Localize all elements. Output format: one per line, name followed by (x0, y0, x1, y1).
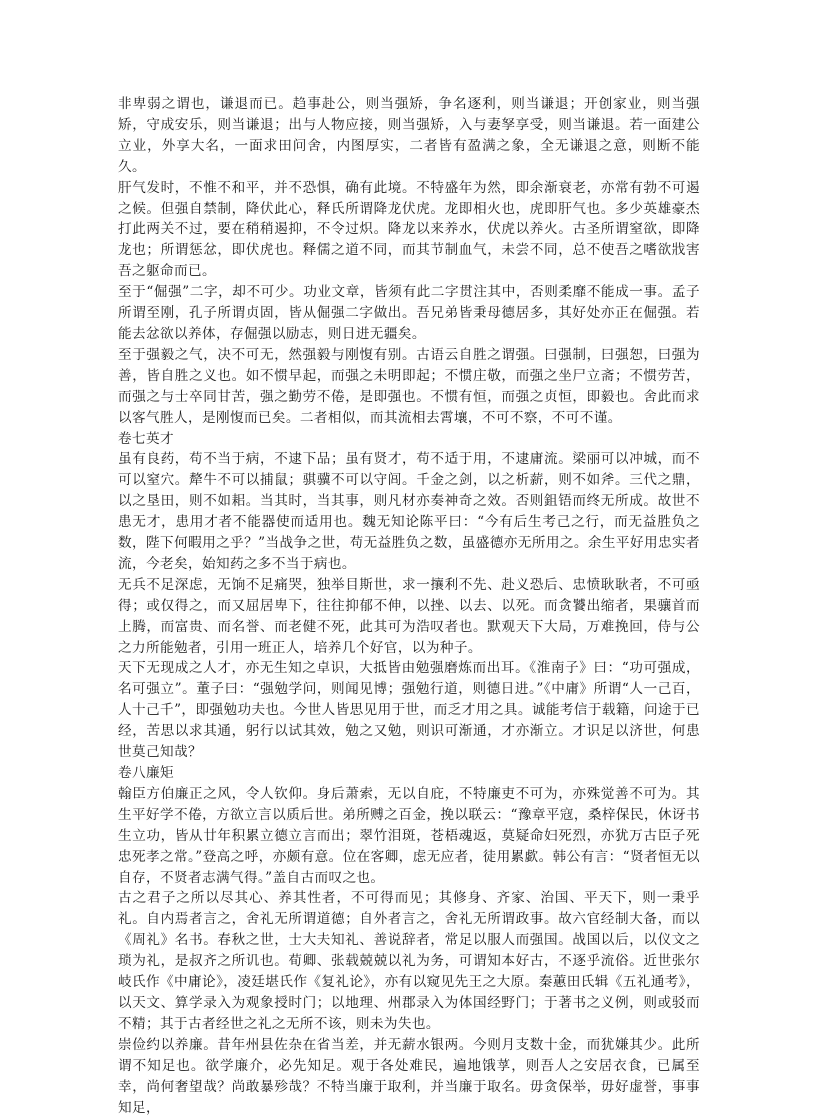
paragraph: 至于强毅之气，决不可无，然强毅与刚愎有别。古语云自胜之谓强。曰强制，曰强恕，曰强为善，皆自胜之义也。如不惯早起，而强之未明即起；不惯庄敬，而强之坐尸立斋；不惯劳苦，而强之与士卒同甘苦，强之勤劳不倦，是即强也。不惯有恒，而强之贞恒，即毅也。舍此而求以客气胜人，是刚愎而已矣。二者相似，而其流相去霄壤，不可不察，不可不谨。 (118, 346, 700, 426)
paragraph: 崇俭约以养廉。昔年州县佐杂在省当差，并无薪水银两。今则月支数十金，而犹嫌其少。此所谓不知足也。欲学廉介，必先知足。观于各处难民，遍地饿莩，则吾人之安居衣食，已属至幸，尚何奢望哉？尚敢暴殄哉？不特当廉于取利，并当廉于取名。毋贪保举，毋好虚誉，事事知足， (118, 1036, 700, 1116)
paragraph: 肝气发时，不惟不和平，并不恐惧，确有此境。不特盛年为然，即余渐衰老，亦常有勃不可遏之候。但强自禁制，降伏此心，释氏所谓降龙伏虎。龙即相火也，虎即肝气也。多少英雄豪杰打此两关不过，要在稍稍遏抑，不令过炽。降龙以来养水，伏虎以养火。古圣所谓窒欲，即降龙也；所谓惩忿，即伏虎也。释儒之道不同，而其节制血气，未尝不同，总不使吾之嗜欲戕害吾之躯命而已。 (118, 179, 700, 280)
paragraph: 无兵不足深虑，无饷不足痛哭，独举目斯世，求一攘利不先、赴义恐后、忠愤耿耿者，不可亟得；或仅得之，而又屈居卑下，往往抑郁不伸，以挫、以去、以死。而贪饕出缩者，果骧首而上腾，而富贵、而名誉、而老健不死，此其可为浩叹者也。默观天下大局，万难挽回，侍与公之力所能勉者，引用一班正人，培养几个好官，以为种子。 (118, 576, 700, 656)
paragraph: 翰臣方伯廉正之风，令人钦仰。身后萧索，无以自庇，不特廉吏不可为，亦殊觉善不可为。其生平好学不倦，方欲立言以质后世。弟所赙之百金，挽以联云：“豫章平寇，桑梓保民，休讶书生立功，皆从廿年积累立德立言而出；翠竹泪斑，苍梧魂返，莫疑命妇死烈，亦犹万古臣子死忠死孝之常。”登高之呼，亦颇有意。位在客卿，虑无应者，徒用累歔。韩公有言：“贤者恒无以自存，不贤者志满气得。”盖自古而叹之也。 (118, 785, 700, 886)
paragraph: 非卑弱之谓也，谦退而已。趋事赴公，则当强矫，争名逐利，则当谦退；开创家业，则当强矫，守成安乐，则当谦退；出与人物应接，则当强矫，入与妻孥享受，则当谦退。若一面建公立业，外享大名，一面求田问舍，内图厚实，二者皆有盈满之象，全无谦退之意，则断不能久。 (118, 96, 700, 175)
paragraph: 至于“倔强”二字，却不可少。功业文章，皆须有此二字贯注其中，否则柔靡不能成一事。孟子所谓至刚，孔子所谓贞固，皆从倔强二字做出。吾兄弟皆秉母德居多，其好处亦正在倔强。若能去忿欲以养体，存倔强以励志，则日进无疆矣。 (118, 284, 700, 342)
section-heading: 卷八廉矩 (118, 765, 174, 781)
document-page (118, 94, 700, 1118)
section-heading: 卷七英才 (118, 430, 174, 447)
paragraph: 天下无现成之人才，亦无生知之卓识，大抵皆由勉强磨炼而出耳。《淮南子》曰：“功可强成，名可强立”。董子曰：“强勉学问，则闻见博；强勉行道，则德日进。”《中庸》所谓“人一己百，人十己千”，即强勉功夫也。今世人皆思见用于世，而乏才用之具。诚能考信于载籍，问途于已经，苦思以求其通，躬行以试其效，勉之又勉，则识可渐通，才亦渐立。才识足以济世，何患世莫己知哉？ (118, 660, 700, 761)
paragraph: 虽有良药，苟不当于病，不逮下品；虽有贤才，苟不适于用，不逮庸流。梁丽可以冲城，而不可以窒穴。犛牛不可以捕鼠；骐骥不可以守闾。千金之剑，以之析薪，则不如斧。三代之鼎，以之垦田，则不如耜。当其时，当其事，则凡材亦奏神奇之效。否则鉏铻而终无所成。故世不患无才，患用才者不能器使而适用也。魏无知论陈平曰：“今有后生考己之行，而无益胜负之数，陛下何暇用之乎？”当战争之世，苟无益胜负之数，虽盛德亦无所用之。余生平好用忠实者流，今老矣，始知药之多不当于病也。 (118, 451, 700, 572)
paragraph: 古之君子之所以尽其心、养其性者，不可得而见；其修身、齐家、治国、平天下，则一秉乎礼。自内焉者言之，舍礼无所谓道德；自外者言之，舍礼无所谓政事。故六官经制大备，而以《周礼》名书。春秋之世，士大夫知礼、善说辞者，常足以服人而强国。战国以后，以仪文之琐为礼，是叔齐之所讥也。荀卿、张载兢兢以礼为务，可谓知本好古，不逐乎流俗。近世张尔岐氏作《中庸论》，凌廷堪氏作《复礼论》，亦有以窥见先王之大原。秦蕙田氏辑《五礼通考》，以天文、算学录入为观象授时门；以地理、州郡录入为体国经野门；于著书之义例，则或驳而不精；其于古者经世之礼之无所不该，则未为失也。 (118, 890, 700, 1032)
